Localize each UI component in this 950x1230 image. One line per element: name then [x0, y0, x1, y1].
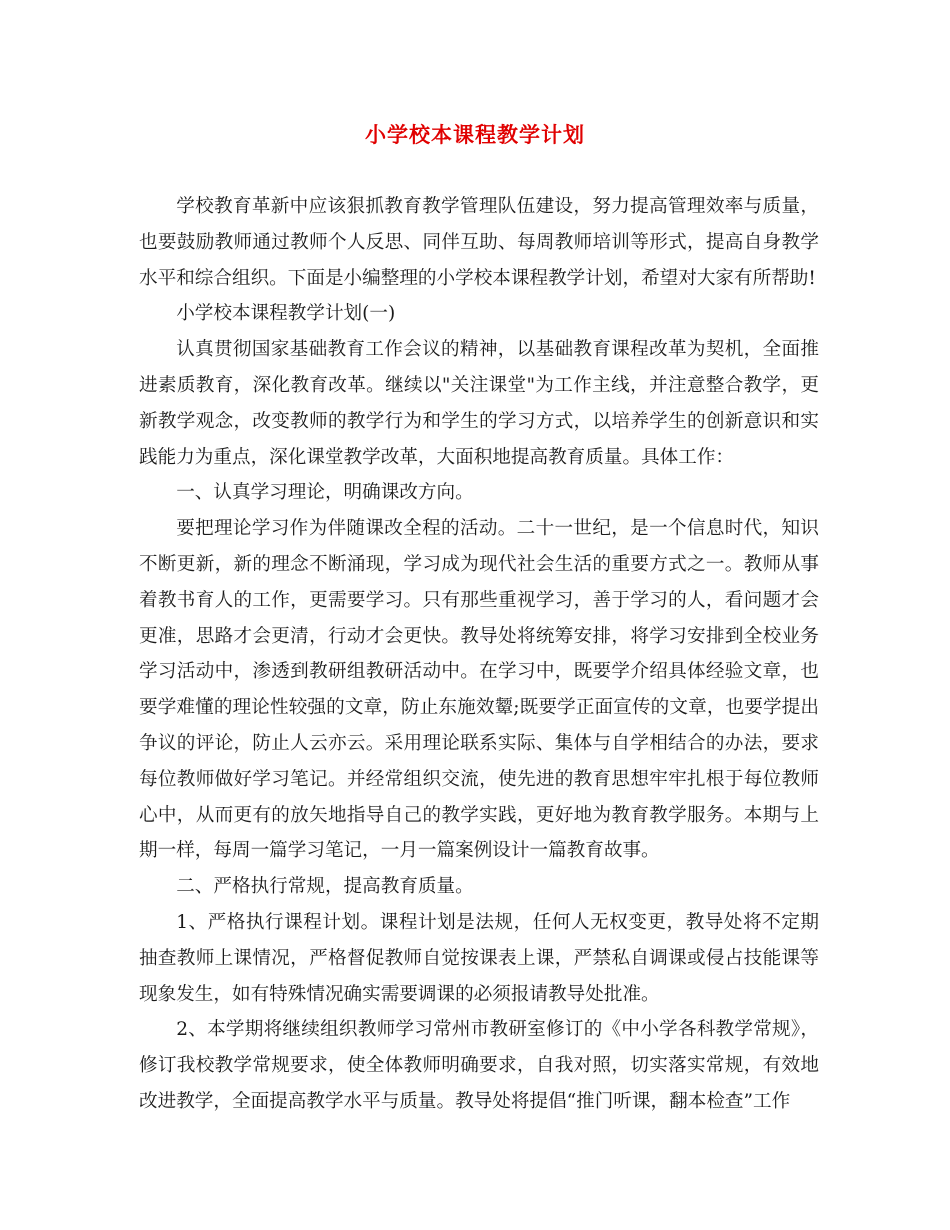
section-heading-plan-one: 小学校本课程教学计划(一): [176, 303, 396, 325]
document-body: [139, 189, 819, 1120]
item-2-paragraph: 2、本学期将继续组织教师学习常州市教研室修订的《中小学各科教学常规》，修订我校教学常规要求，使全体教师明确要求，自我对照，切实落实常规，有效地改进教学，全面提高教学水平与质量。教导处将提倡“推门听课，翻本检查”工作: [139, 1019, 819, 1112]
intro-paragraph: 学校教育革新中应该狠抓教育教学管理队伍建设，努力提高管理效率与质量，也要鼓励教师通过教师个人反思、同伴互助、每周教师培训等形式，提高自身教学水平和综合组织。下面是小编整理的小学校本课程教学计划，希望对大家有所帮助!: [139, 196, 819, 289]
heading-study-theory: 一、认真学习理论，明确课改方向。: [176, 482, 474, 504]
item-1-paragraph: 1、严格执行课程计划。课程计划是法规，任何人无权变更，教导处将不定期抽查教师上课情况，严格督促教师自觉按课表上课，严禁私自调课或侵占技能课等现象发生，如有特殊情况确实需要调课的必须报请教导处批准。: [139, 911, 819, 1005]
heading-execute-routine: 二、严格执行常规，提高教育质量。: [176, 876, 474, 898]
study-theory-paragraph: 要把理论学习作为伴随课改全程的活动。二十一世纪，是一个信息时代，知识不断更新，新的理念不断涌现，学习成为现代社会生活的重要方式之一。教师从事着教书育人的工作，更需要学习。只有那些重视学习，善于学习的人，看问题才会更准，思路才会更清，行动才会更快。教导处将统筹安排，将学习安排到全校业务学习活动中，渗透到教研组教研活动中。在学习中，既要学介绍具体经验文章，也要学难懂的理论性较强的文章，防止东施效颦;既要学正面宣传的文章，也要学提出争议的评论，防止人云亦云。采用理论联系实际、集体与自学相结合的办法，要求每位教师做好学习笔记。并经常组织交流，使先进的教育思想牢牢扎根于每位教师心中，从而更有的放矢地指导自己的教学实践，更好地为教育教学服务。本期与上期一样，每周一篇学习笔记，一月一篇案例设计一篇教育故事。: [139, 518, 819, 862]
document-title: 小学校本课程教学计划: [365, 122, 585, 147]
overview-paragraph: 认真贯彻国家基础教育工作会议的精神，以基础教育课程改革为契机，全面推进素质教育，深化教育改革。继续以"关注课堂"为工作主线，并注意整合教学，更新教学观念，改变教师的教学行为和学生的学习方式，以培养学生的创新意识和实践能力为重点，深化课堂教学改革，大面积地提高教育质量。具体工作：: [139, 339, 819, 468]
